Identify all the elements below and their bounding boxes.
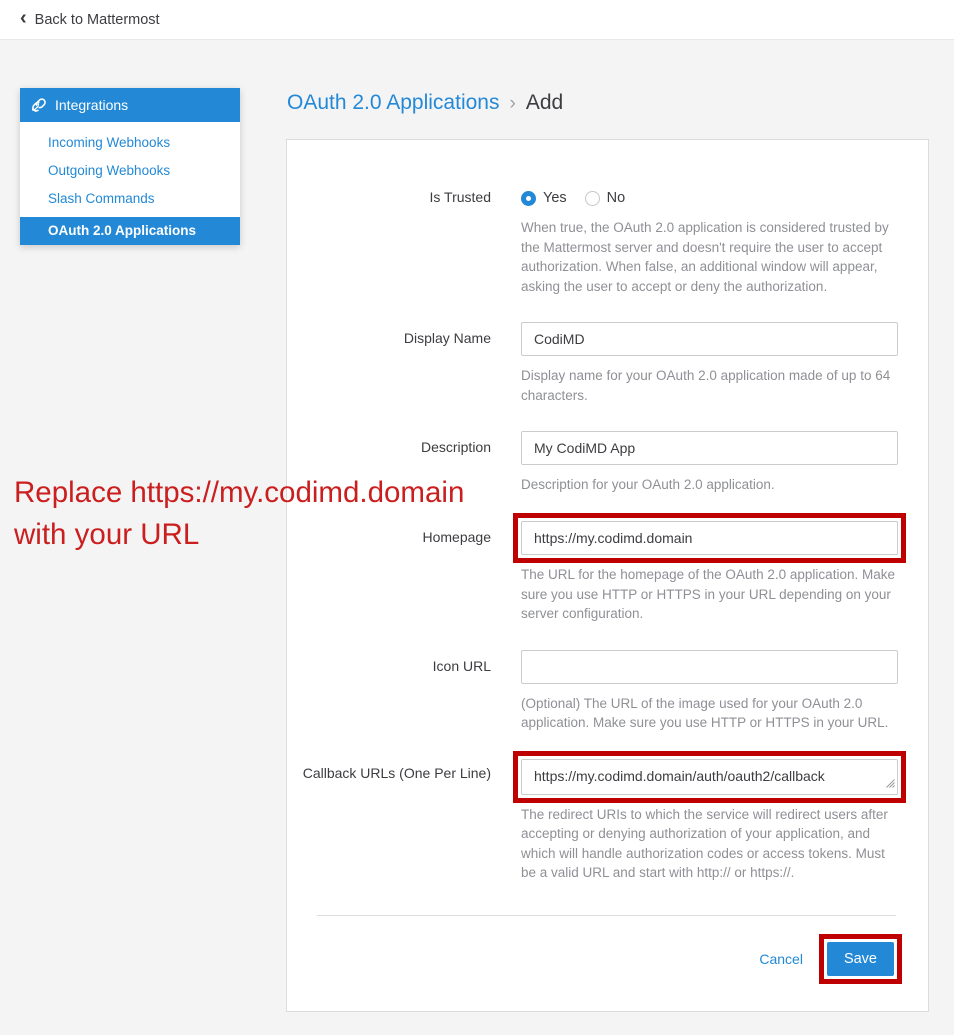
radio-selected-icon <box>521 191 536 206</box>
is-trusted-yes-label: Yes <box>543 190 567 206</box>
callback-urls-help-text: The redirect URIs to which the service will redirect users after accepting or denying authorization of your application, and which will handle authorization codes or access tokens. Must be a valid URL and start with http:// or https://. <box>521 806 888 881</box>
sidebar-header-integrations[interactable] <box>20 88 240 122</box>
homepage-help-text: The URL for the homepage of the OAuth 2.0 application. Make sure you use HTTP or HTTPS in your URL depending on your server configuration. <box>521 566 895 622</box>
is-trusted-label: Is Trusted <box>429 189 491 205</box>
icon-url-label: Icon URL <box>432 657 491 674</box>
callback-urls-highlight-box <box>513 751 906 803</box>
is-trusted-no-radio[interactable] <box>585 190 626 206</box>
is-trusted-help-text: When true, the OAuth 2.0 application is considered trusted by the Mattermost server and doesn't require the user to accept authorization. When false, an additional window will appear, asking the user to accept or deny the authorization. <box>521 220 889 294</box>
back-label: Back to Mattermost <box>34 11 160 28</box>
is-trusted-radio-group <box>521 188 898 208</box>
breadcrumb <box>287 91 563 115</box>
callback-urls-textarea[interactable] <box>521 759 898 795</box>
sidebar-item-outgoing-webhooks[interactable]: Outgoing Webhooks <box>48 163 171 178</box>
homepage-label: Homepage <box>422 528 491 545</box>
form-row-callback-urls <box>287 759 928 883</box>
sidebar-item-oauth-applications[interactable]: OAuth 2.0 Applications <box>20 217 240 245</box>
is-trusted-no-label: No <box>606 190 626 206</box>
annotation-line-1: Replace https://my.codimd.domain <box>14 476 465 509</box>
sidebar-item-incoming-webhooks[interactable]: Incoming Webhooks <box>48 135 171 150</box>
homepage-input[interactable] <box>521 521 898 555</box>
oauth-add-form-panel <box>286 139 929 1012</box>
save-highlight-box <box>819 934 902 984</box>
icon-url-input[interactable] <box>521 650 898 684</box>
oauth-add-form <box>287 140 928 976</box>
callback-urls-label: Callback URLs (One Per Line) <box>302 764 491 781</box>
is-trusted-yes-radio[interactable] <box>521 190 567 206</box>
icon-url-help-text: (Optional) The URL of the image used for your OAuth 2.0 application. Make sure you use HTTP or HTTPS in your URL. <box>521 695 889 731</box>
sidebar-items <box>20 122 240 245</box>
back-chevron-icon: ‹ <box>20 7 27 29</box>
form-row-display-name <box>287 322 928 405</box>
link-icon <box>32 98 46 112</box>
homepage-highlight-box <box>513 513 906 563</box>
display-name-label: Display Name <box>403 330 491 347</box>
breadcrumb-separator-icon: › <box>509 93 516 114</box>
description-label: Description <box>420 439 491 456</box>
cancel-button[interactable]: Cancel <box>759 951 803 967</box>
form-row-icon-url <box>287 650 928 733</box>
breadcrumb-current-page: Add <box>525 91 564 114</box>
sidebar-item-slash-commands[interactable]: Slash Commands <box>48 191 155 206</box>
save-button[interactable]: Save <box>827 942 894 976</box>
description-help-text: Description for your OAuth 2.0 application. <box>521 477 775 493</box>
display-name-input[interactable] <box>521 322 898 356</box>
annotation-replace-url-note <box>14 472 464 556</box>
top-bar <box>0 0 954 40</box>
breadcrumb-oauth-applications-link[interactable]: OAuth 2.0 Applications <box>287 91 500 114</box>
form-footer-divider <box>317 915 896 916</box>
form-actions <box>287 942 896 976</box>
description-input[interactable] <box>521 431 898 465</box>
integrations-sidebar <box>20 88 240 245</box>
sidebar-header-label: Integrations <box>55 97 129 113</box>
radio-unselected-icon <box>585 191 600 206</box>
annotation-line-2: with your URL <box>14 518 200 552</box>
form-row-is-trusted <box>287 188 928 296</box>
back-to-mattermost-link[interactable] <box>20 7 160 29</box>
display-name-help-text: Display name for your OAuth 2.0 application made of up to 64 characters. <box>521 368 891 403</box>
